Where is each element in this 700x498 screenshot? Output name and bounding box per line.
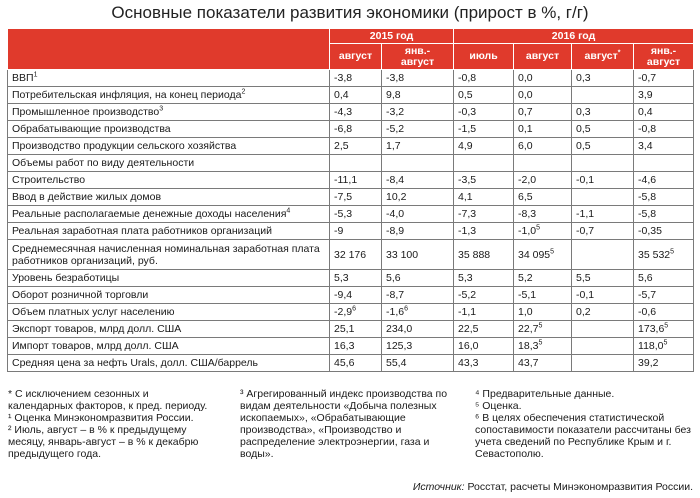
cell-value: -0,8 — [454, 70, 514, 87]
cell-value: -8,7 — [382, 287, 454, 304]
row-label: Импорт товаров, млрд долл. США — [8, 338, 330, 355]
header-col-3: август — [514, 44, 572, 70]
cell-value: 0,7 — [514, 104, 572, 121]
table-row — [8, 287, 694, 304]
row-label: Обрабатывающие производства — [8, 121, 330, 138]
cell-value: 35 888 — [454, 240, 514, 270]
cell-value: -6,8 — [330, 121, 382, 138]
cell-value: 5,5 — [572, 270, 634, 287]
cell-value: 0,4 — [330, 87, 382, 104]
cell-value: 6,5 — [514, 189, 572, 206]
cell-value: -5,7 — [634, 287, 694, 304]
source-text: Росстат, расчеты Минэкономразвития России. — [464, 481, 693, 493]
source-label: Источник: — [412, 481, 465, 493]
table-row — [8, 206, 694, 223]
cell-value: 5,3 — [330, 270, 382, 287]
header-col-5: янв.- август — [634, 44, 694, 70]
table-row — [8, 189, 694, 206]
cell-value: -3,8 — [330, 70, 382, 87]
cell-value: -11,1 — [330, 172, 382, 189]
indicators-table — [7, 28, 694, 372]
table-row — [8, 223, 694, 240]
cell-value: 25,1 — [330, 321, 382, 338]
table-row — [8, 321, 694, 338]
cell-value: -3,2 — [382, 104, 454, 121]
cell-value: -4,3 — [330, 104, 382, 121]
cell-value: 0,5 — [454, 87, 514, 104]
cell-value: -5,3 — [330, 206, 382, 223]
cell-value: -0,7 — [634, 70, 694, 87]
footnotes-col-1 — [8, 388, 208, 460]
cell-value: 45,6 — [330, 355, 382, 372]
row-label: Объемы работ по виду деятельности — [8, 155, 330, 172]
cell-value: -0,1 — [572, 287, 634, 304]
cell-value: 118,0$^5$ — [634, 338, 694, 355]
header-col-1: янв.- август — [382, 44, 454, 70]
cell-value: 4,9 — [454, 138, 514, 155]
cell-value: 55,4 — [382, 355, 454, 372]
cell-value: -7,5 — [330, 189, 382, 206]
cell-value: -2,0 — [514, 172, 572, 189]
cell-value: -9 — [330, 223, 382, 240]
cell-value: 0,5 — [572, 138, 634, 155]
footnote: ² Июль, август – в % к предыдущему месяцу, январь-август – в % к декабрю предыдущего года. — [8, 424, 199, 460]
table-row — [8, 338, 694, 355]
cell-value: 6,0 — [514, 138, 572, 155]
footnote: ³ Агрегированный индекс производства по видам деятельности «Добыча полезных ископаемых», «Обрабатывающие производства», «Производство и распределение электроэнергии, газа и воды». — [240, 388, 448, 460]
row-label: Экспорт товаров, млрд долл. США — [8, 321, 330, 338]
cell-value: 43,3 — [454, 355, 514, 372]
cell-value: -0,35 — [634, 223, 694, 240]
cell-value: -0,7 — [572, 223, 634, 240]
row-label: Промышленное производство$^3$ — [8, 104, 330, 121]
cell-value: 0,5 — [572, 121, 634, 138]
header-col-2: июль — [454, 44, 514, 70]
cell-value — [572, 338, 634, 355]
cell-value: 22,7$^5$ — [514, 321, 572, 338]
cell-value — [454, 155, 514, 172]
footnote: ⁴ Предварительные данные. — [475, 388, 615, 400]
cell-value: 10,2 — [382, 189, 454, 206]
cell-value: -0,8 — [634, 121, 694, 138]
cell-value: $-1,0^5$ — [514, 223, 572, 240]
cell-value — [572, 355, 634, 372]
cell-value: 5,3 — [454, 270, 514, 287]
cell-value: -3,5 — [454, 172, 514, 189]
cell-value: 173,6$^5$ — [634, 321, 694, 338]
footnote: ⁶ В целях обеспечения статистической сопоставимости показатели рассчитаны без учета сведений по Республике Крым и г. Севастополю. — [475, 412, 691, 460]
row-label: Среднемесячная начисленная номинальная заработная плата работников организаций, руб. — [8, 240, 330, 270]
cell-value: 33 100 — [382, 240, 454, 270]
cell-value — [572, 240, 634, 270]
cell-value: 3,9 — [634, 87, 694, 104]
cell-value: 0,3 — [572, 70, 634, 87]
cell-value: 0,4 — [634, 104, 694, 121]
cell-value: 39,2 — [634, 355, 694, 372]
row-label: Объем платных услуг населению — [8, 304, 330, 321]
cell-value: -4,6 — [634, 172, 694, 189]
footnotes-col-2 — [240, 388, 450, 460]
cell-value: 16,3 — [330, 338, 382, 355]
table-row — [8, 240, 694, 270]
cell-value: 4,1 — [454, 189, 514, 206]
table-row — [8, 104, 694, 121]
cell-value — [634, 155, 694, 172]
footnote: * С исключением сезонных и календарных факторов, к пред. периоду. — [8, 388, 208, 412]
row-label: Средняя цена за нефть Urals, долл. США/баррель — [8, 355, 330, 372]
cell-value: $-2,9^6$ — [330, 304, 382, 321]
cell-value: 5,6 — [634, 270, 694, 287]
footnote: ¹ Оценка Минэкономразвития России. — [8, 412, 194, 424]
cell-value — [330, 155, 382, 172]
cell-value: -5,8 — [634, 189, 694, 206]
cell-value: 5,6 — [382, 270, 454, 287]
row-label: Строительство — [8, 172, 330, 189]
cell-value: 32 176 — [330, 240, 382, 270]
header-year-2016: 2016 год — [454, 29, 694, 44]
header-col-0: август — [330, 44, 382, 70]
row-label: Уровень безработицы — [8, 270, 330, 287]
table-row — [8, 70, 694, 87]
cell-value: 16,0 — [454, 338, 514, 355]
cell-value — [572, 321, 634, 338]
cell-value: -8,3 — [514, 206, 572, 223]
cell-value: 125,3 — [382, 338, 454, 355]
cell-value: 0,0 — [514, 87, 572, 104]
cell-value — [572, 87, 634, 104]
table-row — [8, 172, 694, 189]
cell-value: 18,3$^5$ — [514, 338, 572, 355]
row-label: Оборот розничной торговли — [8, 287, 330, 304]
cell-value: 2,5 — [330, 138, 382, 155]
cell-value: 9,8 — [382, 87, 454, 104]
row-label: Производство продукции сельского хозяйства — [8, 138, 330, 155]
header-year-2015: 2015 год — [330, 29, 454, 44]
cell-value: 35 $532^5$ — [634, 240, 694, 270]
source-note — [413, 480, 693, 494]
table-row — [8, 270, 694, 287]
table-row — [8, 304, 694, 321]
cell-value — [572, 155, 634, 172]
cell-value: 0,1 — [514, 121, 572, 138]
cell-value: 0,3 — [572, 104, 634, 121]
cell-value: $-1,6^6$ — [382, 304, 454, 321]
cell-value: 5,2 — [514, 270, 572, 287]
footnote: ⁵ Оценка. — [475, 400, 522, 412]
cell-value — [382, 155, 454, 172]
cell-value: -1,1 — [454, 304, 514, 321]
cell-value: 234,0 — [382, 321, 454, 338]
cell-value: 22,5 — [454, 321, 514, 338]
table-row — [8, 355, 694, 372]
cell-value: 34 $095^5$ — [514, 240, 572, 270]
cell-value: 3,4 — [634, 138, 694, 155]
table-body — [8, 70, 694, 372]
cell-value: 1,7 — [382, 138, 454, 155]
cell-value: -1,1 — [572, 206, 634, 223]
cell-value: -5,8 — [634, 206, 694, 223]
cell-value: -0,1 — [572, 172, 634, 189]
page-title: Основные показатели развития экономики (прирост в %, г/г) — [111, 3, 589, 22]
cell-value: -5,1 — [514, 287, 572, 304]
cell-value: 0,0 — [514, 70, 572, 87]
cell-value: 0,2 — [572, 304, 634, 321]
row-label: Реальные располагаемые денежные доходы населения$^4$ — [8, 206, 330, 223]
cell-value: 43,7 — [514, 355, 572, 372]
cell-value: -5,2 — [382, 121, 454, 138]
row-label: Потребительская инфляция, на конец периода$^2$ — [8, 87, 330, 104]
table-row — [8, 121, 694, 138]
cell-value: -5,2 — [454, 287, 514, 304]
header-col-4: август* — [572, 44, 634, 70]
cell-value: -8,4 — [382, 172, 454, 189]
cell-value: -8,9 — [382, 223, 454, 240]
cell-value — [572, 189, 634, 206]
cell-value: -9,4 — [330, 287, 382, 304]
header-corner — [8, 29, 330, 70]
table-row — [8, 87, 694, 104]
cell-value: 1,0 — [514, 304, 572, 321]
cell-value: -3,8 — [382, 70, 454, 87]
cell-value: -0,6 — [634, 304, 694, 321]
row-label: ВВП$^1$ — [8, 70, 330, 87]
table-row — [8, 138, 694, 155]
cell-value: -1,3 — [454, 223, 514, 240]
footnotes-col-3 — [475, 388, 695, 460]
table-row — [8, 155, 694, 172]
table-header — [8, 29, 694, 70]
cell-value: -1,5 — [454, 121, 514, 138]
cell-value: -0,3 — [454, 104, 514, 121]
cell-value — [514, 155, 572, 172]
cell-value: -4,0 — [382, 206, 454, 223]
row-label: Реальная заработная плата работников организаций — [8, 223, 330, 240]
row-label: Ввод в действие жилых домов — [8, 189, 330, 206]
cell-value: -7,3 — [454, 206, 514, 223]
